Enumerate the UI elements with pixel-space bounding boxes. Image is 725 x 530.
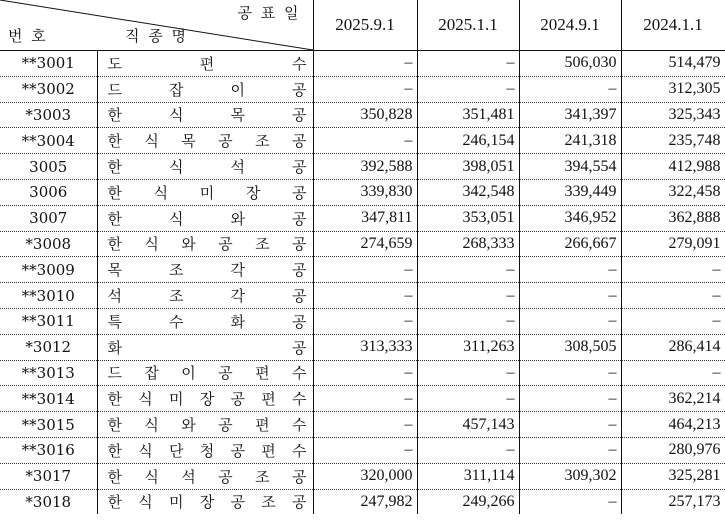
date-header: 2025.1.1: [417, 0, 519, 51]
table-row: [0, 154, 725, 180]
wage-value: –: [313, 128, 417, 154]
job-code: *3008: [0, 231, 97, 257]
wage-value: 247,982: [313, 489, 417, 514]
job-code: 3006: [0, 179, 97, 205]
table-header-row: [0, 0, 725, 51]
wage-value: 347,811: [313, 205, 417, 231]
wage-value: –: [519, 360, 621, 386]
wage-value: –: [621, 360, 725, 386]
wage-value: 268,333: [417, 231, 519, 257]
job-name: [97, 76, 313, 102]
wage-value: 506,030: [519, 51, 621, 77]
table-row: [0, 102, 725, 128]
wage-value: –: [519, 386, 621, 412]
table-row: [0, 51, 725, 77]
job-code: **3004: [0, 128, 97, 154]
table-row: [0, 412, 725, 438]
wage-value: –: [417, 437, 519, 463]
date-header: 2025.9.1: [313, 0, 417, 51]
wage-value: –: [621, 257, 725, 283]
job-code: **3015: [0, 412, 97, 438]
job-name-text: 화 공: [107, 338, 307, 357]
wage-value: –: [417, 76, 519, 102]
table-row: [0, 463, 725, 489]
job-name: [97, 360, 313, 386]
job-name: [97, 231, 313, 257]
publication-date-label: 공 표 일: [237, 4, 301, 22]
wage-value: 266,667: [519, 231, 621, 257]
wage-value: –: [313, 51, 417, 77]
table-row: [0, 308, 725, 334]
wage-value: 246,154: [417, 128, 519, 154]
wage-value: 313,333: [313, 334, 417, 360]
table-row: [0, 283, 725, 309]
job-name-text: 한 식 석 공: [107, 158, 307, 177]
job-code: *3018: [25, 492, 72, 511]
wage-value: 309,302: [519, 463, 621, 489]
job-name: [97, 51, 313, 77]
wage-value: 353,051: [417, 205, 519, 231]
wage-value: 311,114: [417, 463, 519, 489]
wage-value: 249,266: [417, 489, 519, 514]
wage-value: –: [621, 308, 725, 334]
table-row: [0, 334, 725, 360]
job-name: [97, 412, 313, 438]
wage-value: 398,051: [417, 154, 519, 180]
wage-value: –: [519, 308, 621, 334]
job-code: **3016: [0, 437, 97, 463]
job-code: **3001: [0, 51, 97, 77]
job-name: [97, 308, 313, 334]
wage-value: 322,458: [621, 179, 725, 205]
wage-value: 346,952: [519, 205, 621, 231]
job-name-text: 한 식 목 공 조 공: [107, 132, 307, 151]
wage-value: –: [417, 283, 519, 309]
wage-value: 350,828: [313, 102, 417, 128]
job-name: [97, 102, 313, 128]
wage-value: –: [417, 360, 519, 386]
wage-value: –: [417, 308, 519, 334]
table-row: [0, 437, 725, 463]
wage-value: –: [313, 308, 417, 334]
wage-value: –: [313, 386, 417, 412]
table-row: [0, 128, 725, 154]
job-code: **3011: [0, 308, 97, 334]
wage-value: 464,213: [621, 412, 725, 438]
job-name-text: 한 식 미 장 공 조 공: [107, 493, 307, 512]
table-row: [0, 205, 725, 231]
job-name: [97, 179, 313, 205]
job-title-label: 직 종 명: [125, 27, 189, 45]
wage-value: –: [519, 489, 621, 514]
wage-value: 351,481: [417, 102, 519, 128]
job-name: [97, 283, 313, 309]
job-code: 3007: [0, 205, 97, 231]
number-label: 번 호: [8, 27, 48, 45]
wage-value: –: [313, 360, 417, 386]
job-name-text: 한 식 단 청 공 편 수: [107, 441, 307, 460]
table-row: [0, 360, 725, 386]
job-name: [97, 257, 313, 283]
wage-value: 339,449: [519, 179, 621, 205]
job-code: **3014: [0, 386, 97, 412]
wage-value: 241,318: [519, 128, 621, 154]
job-code: **3013: [0, 360, 97, 386]
job-name-text: 특 수 화 공: [107, 312, 307, 331]
job-name: [97, 128, 313, 154]
wage-value: 457,143: [417, 412, 519, 438]
wage-value: 312,305: [621, 76, 725, 102]
wage-value: 412,988: [621, 154, 725, 180]
job-name-text: 도 편 수: [107, 54, 307, 73]
table-row: [0, 231, 725, 257]
wage-value: 320,000: [313, 463, 417, 489]
job-name-text: 한 식 와 공: [107, 209, 307, 228]
wage-value: –: [621, 283, 725, 309]
job-code: *3012: [0, 334, 97, 360]
job-name: [97, 489, 313, 514]
wage-value: 392,588: [313, 154, 417, 180]
job-name: [97, 205, 313, 231]
date-header: 2024.9.1: [519, 0, 621, 51]
job-name: [97, 386, 313, 412]
wage-value: 339,830: [313, 179, 417, 205]
wage-value: –: [519, 257, 621, 283]
job-name-text: 한 식 와 공 편 수: [107, 416, 307, 435]
job-name-text: 한 식 미 장 공 편 수: [107, 390, 307, 409]
wage-value: 286,414: [621, 334, 725, 360]
job-name-text: 드 잡 이 공: [107, 80, 307, 99]
wage-value: 362,214: [621, 386, 725, 412]
wage-value: –: [313, 437, 417, 463]
wage-value: 274,659: [313, 231, 417, 257]
job-code: **3010: [0, 283, 97, 309]
wage-value: 394,554: [519, 154, 621, 180]
table-row: [0, 179, 725, 205]
wage-value: 235,748: [621, 128, 725, 154]
wage-value: 325,343: [621, 102, 725, 128]
wage-value: –: [417, 386, 519, 412]
wage-value: 362,888: [621, 205, 725, 231]
wage-value: 342,548: [417, 179, 519, 205]
wage-value: 311,263: [417, 334, 519, 360]
job-name-text: 목 조 각 공: [107, 261, 307, 280]
job-code: *3003: [0, 102, 97, 128]
job-name-text: 한 식 석 공 조 공: [107, 467, 307, 486]
wage-value: 279,091: [621, 231, 725, 257]
job-name: [97, 463, 313, 489]
wage-value: –: [519, 412, 621, 438]
job-name-text: 한 식 목 공: [107, 106, 307, 125]
wage-value: 514,479: [621, 51, 725, 77]
wage-value: –: [313, 257, 417, 283]
job-name: [97, 334, 313, 360]
wage-value: 257,173: [621, 489, 725, 514]
wage-value: –: [313, 412, 417, 438]
wage-value: –: [417, 51, 519, 77]
wage-value: 308,505: [519, 334, 621, 360]
wage-value: 341,397: [519, 102, 621, 128]
job-name-text: 한 식 미 장 공: [107, 183, 307, 202]
job-name-text: 한 식 와 공 조 공: [107, 235, 307, 254]
wage-value: 325,281: [621, 463, 725, 489]
wage-value: 280,976: [621, 437, 725, 463]
job-name: [97, 437, 313, 463]
wage-value: –: [519, 283, 621, 309]
header-corner-cell: [0, 0, 313, 51]
table-row: [0, 489, 725, 514]
job-name-text: 석 조 각 공: [107, 287, 307, 306]
wage-value: –: [313, 283, 417, 309]
table-row: [0, 257, 725, 283]
wage-value: –: [417, 257, 519, 283]
wage-value: –: [313, 76, 417, 102]
wage-value: –: [519, 76, 621, 102]
job-code: **3002: [0, 76, 97, 102]
job-code: *3017: [0, 463, 97, 489]
date-header: 2024.1.1: [621, 0, 725, 51]
job-name-text: 드 잡 이 공 편 수: [107, 364, 307, 383]
wage-value: –: [519, 437, 621, 463]
job-code: **3009: [0, 257, 97, 283]
table-row: [0, 386, 725, 412]
job-code: 3005: [0, 154, 97, 180]
table-row: [0, 76, 725, 102]
job-name: [97, 154, 313, 180]
